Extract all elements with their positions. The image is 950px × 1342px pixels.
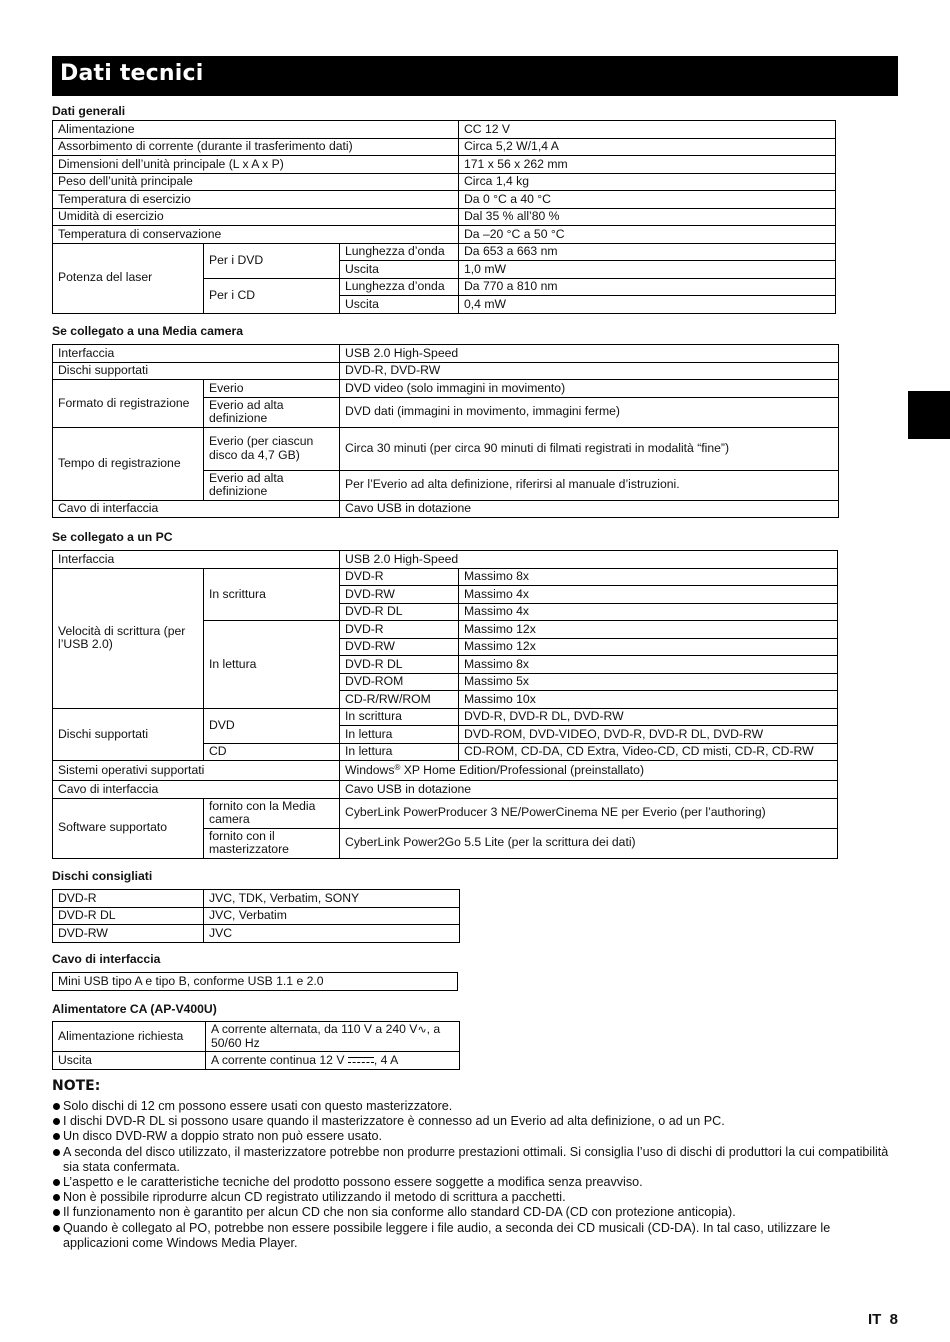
section-title-general: Dati generali: [52, 104, 126, 118]
table-row: Temperatura di conservazione Da –20 °C a 50 °C: [53, 226, 836, 244]
section-title-cable: Cavo di interfaccia: [52, 952, 161, 966]
table-row: In lettura DVD-ROM, DVD-VIDEO, DVD-R, DVD-R DL, DVD-RW: [53, 726, 838, 744]
table-row: Uscita A corrente continua 12 V , 4 A: [53, 1052, 460, 1070]
table-row: Potenza del laser Per i DVD Lunghezza d’onda Da 653 a 663 nm: [53, 243, 836, 261]
table-row: Interfaccia USB 2.0 High-Speed: [53, 551, 838, 569]
title-bar: [52, 56, 898, 96]
table-row: Interfaccia USB 2.0 High-Speed: [53, 345, 839, 363]
table-row: Temperatura di esercizio Da 0 °C a 40 °C: [53, 191, 836, 209]
table-row: Assorbimento di corrente (durante il trasferimento dati) Circa 5,2 W/1,4 A: [53, 138, 836, 156]
table-row: Software supportato fornito con la Media camera CyberLink PowerProducer 3 NE/PowerCinema NE per Everio (per l’authoring): [53, 798, 838, 828]
table-row: Umidità di esercizio Dal 35 % all’80 %: [53, 208, 836, 226]
table-row: Dischi supportati DVD In scrittura DVD-R, DVD-R DL, DVD-RW: [53, 708, 838, 726]
table-row: Velocità di scrittura (per l’USB 2.0) In scrittura DVD-R Massimo 8x: [53, 568, 838, 586]
adapter-table: [52, 1021, 460, 1070]
table-row: Everio ad alta definizione Per l’Everio ad alta definizione, riferirsi al manuale d’istruzioni.: [53, 470, 839, 500]
table-row: Formato di registrazione Everio DVD video (solo immagini in movimento): [53, 380, 839, 398]
table-row: Uscita 1,0 mW: [53, 261, 836, 279]
table-row: Dischi supportati DVD-R, DVD-RW: [53, 362, 839, 380]
table-row: In lettura DVD-R Massimo 12x: [53, 621, 838, 639]
list-item: Il funzionamento non è garantito per alcun CD che non sia conforme allo standard CD-DA (CD con protezione anticopia).: [52, 1205, 898, 1220]
table-row: DVD-RW Massimo 12x: [53, 638, 838, 656]
table-row: DVD-RW JVC: [53, 925, 460, 943]
table-row: Dimensioni dell’unità principale (L x A x P) 171 x 56 x 262 mm: [53, 156, 836, 174]
table-row: DVD-R JVC, TDK, Verbatim, SONY: [53, 890, 460, 908]
section-title-discs: Dischi consigliati: [52, 869, 153, 883]
section-title-media-camera: Se collegato a una Media camera: [52, 324, 244, 338]
table-row: CD-R/RW/ROM Massimo 10x: [53, 691, 838, 709]
list-item: Non è possibile riprodurre alcun CD registrato utilizzando il metodo di scrittura a pacchetti.: [52, 1190, 898, 1205]
page-number: IT 8: [867, 1311, 898, 1328]
table-row: Alimentazione CC 12 V: [53, 121, 836, 139]
table-row: Cavo di interfaccia Cavo USB in dotazione: [53, 781, 838, 799]
ac-symbol-icon: ∿: [417, 1023, 427, 1036]
dc-symbol-icon: [348, 1056, 374, 1065]
table-row: Mini USB tipo A e tipo B, conforme USB 1.1 e 2.0: [53, 973, 458, 991]
table-row: Peso dell’unità principale Circa 1,4 kg: [53, 173, 836, 191]
notes-list: [52, 1099, 898, 1251]
list-item: Solo dischi di 12 cm possono essere usati con questo masterizzatore.: [52, 1099, 898, 1114]
list-item: Quando è collegato al PO, potrebbe non essere possibile leggere i file audio, a seconda dei CD musicali (CD-DA). In tal caso, utilizzare le applicazioni come Windows Media Player.: [52, 1221, 898, 1251]
note-title: NOTE:: [52, 1078, 101, 1094]
list-item: A seconda del disco utilizzato, il masterizzatore potrebbe non produrre prestazioni ottimali. Si consiglia l’uso di dischi di produttori la cui compatibilità sia stata confermata.: [52, 1145, 898, 1175]
page-title: Dati tecnici: [60, 61, 204, 86]
table-row: DVD-RW Massimo 4x: [53, 586, 838, 604]
table-row: Everio ad alta definizione DVD dati (immagini in movimento, immagini ferme): [53, 397, 839, 427]
media-camera-table: [52, 344, 839, 518]
table-row: Alimentazione richiesta A corrente alternata, da 110 V a 240 V∿, a 50/60 Hz: [53, 1022, 460, 1052]
table-row: DVD-R DL Massimo 8x: [53, 656, 838, 674]
section-title-adapter: Alimentatore CA (AP-V400U): [52, 1002, 217, 1016]
laser-label: Potenza del laser: [53, 243, 204, 313]
table-row: fornito con il masterizzatore CyberLink Power2Go 5.5 Lite (per la scrittura dei dati): [53, 828, 838, 858]
table-row: Sistemi operativi supportati Windows® XP Home Edition/Professional (preinstallato): [53, 761, 838, 781]
list-item: L’aspetto e le caratteristiche tecniche del prodotto possono essere soggette a modifica senza preavviso.: [52, 1175, 898, 1190]
list-item: Un disco DVD-RW a doppio strato non può essere usato.: [52, 1129, 898, 1144]
table-row: Uscita 0,4 mW: [53, 296, 836, 314]
table-row: DVD-R DL Massimo 4x: [53, 603, 838, 621]
table-row: DVD-R DL JVC, Verbatim: [53, 907, 460, 925]
recommended-discs-table: [52, 889, 460, 943]
table-row: CD In lettura CD-ROM, CD-DA, CD Extra, Video-CD, CD misti, CD-R, CD-RW: [53, 743, 838, 761]
table-row: Cavo di interfaccia Cavo USB in dotazione: [53, 500, 839, 518]
table-row: Tempo di registrazione Everio (per ciascun disco da 4,7 GB) Circa 30 minuti (per circa 90 minuti di filmati registrati in modalità “fine”): [53, 427, 839, 470]
pc-table: [52, 550, 838, 859]
side-tab-marker: [908, 391, 950, 439]
section-title-pc: Se collegato a un PC: [52, 530, 173, 544]
list-item: I dischi DVD-R DL si possono usare quando il masterizzatore è connesso ad un Everio ad alta definizione, o ad un PC.: [52, 1114, 898, 1129]
general-specs-table: [52, 120, 836, 314]
table-row: Per i CD Lunghezza d’onda Da 770 a 810 nm: [53, 278, 836, 296]
cable-table: [52, 972, 458, 991]
table-row: DVD-ROM Massimo 5x: [53, 673, 838, 691]
